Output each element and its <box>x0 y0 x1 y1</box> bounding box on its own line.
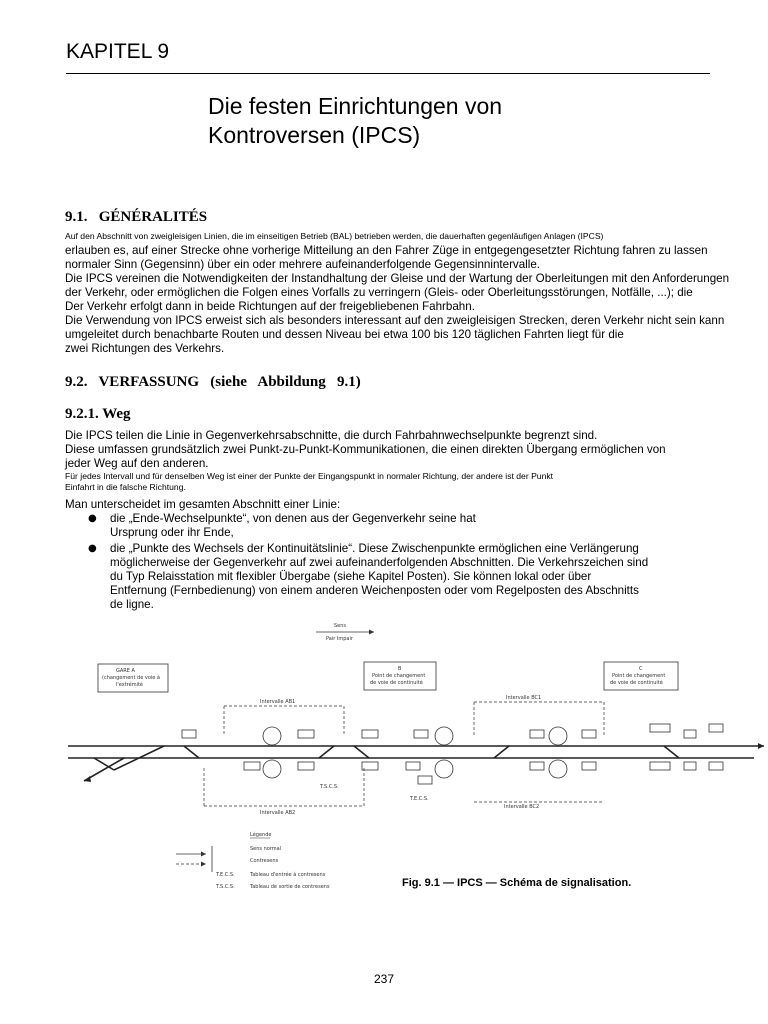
generalites-paragraph <box>65 244 729 356</box>
paragraph-small-line: Einfahrt in die falsche Richtung. <box>65 482 186 492</box>
station-box-c <box>604 662 678 690</box>
figure-caption: Fig. 9.1 — IPCS — Schéma de signalisation. <box>402 877 632 889</box>
station-box-a <box>98 664 168 692</box>
direction-arrow <box>316 623 374 642</box>
bullet-icon: ● <box>88 543 97 554</box>
chapter-title-line-1: Die festen Einrichtungen von <box>208 93 503 119</box>
paragraph-line: zwei Richtungen des Verkehrs. <box>65 342 225 355</box>
bullet-line: möglicherweise der Gegenverkehr auf zwei aufeinanderfolgenden Abschnitten. Die Verkehrszeichen sind <box>110 556 649 569</box>
box-c-line: C <box>639 666 643 672</box>
box-b-line: de voie de continuité <box>370 680 423 686</box>
paragraph-line: Die IPCS teilen die Linie in Gegenverkehrsabschnitte, die durch Fahrbahnwechselpunkte begrenzt sind. <box>65 429 598 442</box>
paragraph-line: umgeleitet durch benachbarte Routen und dessen Niveau bei etwa 100 bis 120 täglichen Fahrten liegt für die <box>65 328 624 341</box>
paragraph-line: Die IPCS vereinen die Notwendigkeiten der Instandhaltung der Gleise und der Wartung der Oberleitungen mit den Anforderungen <box>65 272 730 285</box>
bullet-line: die „Punkte des Wechsels der Kontinuitätslinie“. Diese Zwischenpunkte ermöglichen eine Verlängerung <box>110 542 639 555</box>
box-a-line: l'extrémité <box>116 682 143 688</box>
section-heading-verfassung: 9.2. VERFASSUNG (siehe Abbildung 9.1) <box>65 374 361 390</box>
paragraph-line: der Verkehr, oder ermöglichen die Folgen eines Vorfalls zu verringern (Gleis- oder Oberleitungsstörungen, Notfälle, ...); die <box>65 286 693 299</box>
ipcs-signalling-schematic <box>64 618 764 908</box>
box-c-line: de voie de continuité <box>610 680 663 686</box>
section-heading-generalites: 9.1. GÉNÉRALITÉS <box>65 209 208 225</box>
paragraph-small-line: Für jedes Intervall und für denselben Weg ist einer der Punkte der Eingangspunkt in normaler Richtung, der andere ist der Punkt <box>65 471 554 481</box>
tscs-label: T.S.C.S. <box>320 784 339 790</box>
weg-paragraph <box>65 429 666 471</box>
paragraph-line: Die Verwendung von IPCS erweist sich als besonders interessant auf den zweigleisigen Strecken, deren Verkehr nicht sein kann <box>65 314 725 327</box>
legend-item: Tableau de sortie de contresens <box>250 884 330 890</box>
sense-sublabel: Pair Impair <box>326 636 353 642</box>
box-a-line: (changement de voie à <box>102 675 160 681</box>
section-heading-weg: 9.2.1. Weg <box>65 406 131 422</box>
box-c-line: Point de changement <box>612 673 666 679</box>
legend-item: Contresens <box>250 858 279 864</box>
weg-small-paragraph <box>65 471 553 493</box>
interval-label: Intervalle BC2 <box>504 804 540 810</box>
bullet-line: die „Ende-Wechselpunkte“, von denen aus der Gegenverkehr seine hat <box>110 512 476 525</box>
legend-code: T.E.C.S. <box>216 872 235 878</box>
box-b-line: B <box>398 666 402 672</box>
legend <box>176 831 330 890</box>
list-item <box>88 542 648 612</box>
bullet-line: de ligne. <box>110 598 154 611</box>
legend-item: Tableau d'entrée à contresens <box>250 872 326 878</box>
interval-label: Intervalle AB2 <box>260 810 296 816</box>
paragraph-line: Diese umfassen grundsätzlich zwei Punkt-zu-Punkt-Kommunikationen, die einen direkten Übergang ermöglichen von <box>65 443 666 456</box>
bullet-line: Ursprung oder ihr Ende, <box>110 526 234 539</box>
interval-label: Intervalle AB1 <box>260 699 296 705</box>
weg-intro: Man unterscheidet im gesamten Abschnitt einer Linie: <box>65 498 341 511</box>
signals <box>182 724 723 784</box>
bullet-list <box>88 512 648 612</box>
chapter-label: KAPITEL 9 <box>66 40 170 63</box>
paragraph-line: normaler Sinn (Gegensinn) über ein oder mehrere aufeinanderfolgende Gegensinnintervalle. <box>65 258 540 271</box>
tecs-label: T.E.C.S. <box>410 796 429 802</box>
bullet-line: du Typ Relaisstation mit flexibler Übergabe (siehe Kapitel Posten). Sie können lokal oder über <box>110 570 592 583</box>
chapter-title-line-2: Kontroversen (IPCS) <box>208 122 421 148</box>
box-a-line: GARE A <box>116 668 135 674</box>
box-b-line: Point de changement <box>372 673 426 679</box>
legend-title: Légende <box>250 832 272 838</box>
paragraph-line: erlauben es, auf einer Strecke ohne vorherige Mitteilung an den Fahrer Züge in entgegengesetzter Richtung fahren zu lassen <box>65 244 708 257</box>
paragraph-line: jeder Weg auf den anderen. <box>65 457 209 470</box>
chapter-rule <box>66 73 710 74</box>
legend-code: T.S.C.S. <box>216 884 235 890</box>
chapter-title <box>208 92 502 150</box>
sense-label: Sens <box>334 623 347 629</box>
bullet-icon: ● <box>88 513 97 524</box>
paragraph-line: Der Verkehr erfolgt dann in beide Richtungen auf der freigebliebenen Fahrbahn. <box>65 300 475 313</box>
legend-item: Sens normal <box>250 846 282 852</box>
station-box-b <box>364 662 436 690</box>
paragraph-small-line: Auf den Abschnitt von zweigleisigen Linien, die im einseitigen Betrieb (BAL) betrieben werden, die dauerhaften gegenläufigen Anlagen (IPCS) <box>65 231 604 241</box>
list-item <box>88 512 648 540</box>
bullet-line: Entfernung (Fernbedienung) von einem anderen Weichenposten oder vom Regelposten des Abschnitts <box>110 584 639 597</box>
interval-label: Intervalle BC1 <box>506 695 542 701</box>
tracks <box>68 746 764 781</box>
page-number: 237 <box>373 972 395 986</box>
